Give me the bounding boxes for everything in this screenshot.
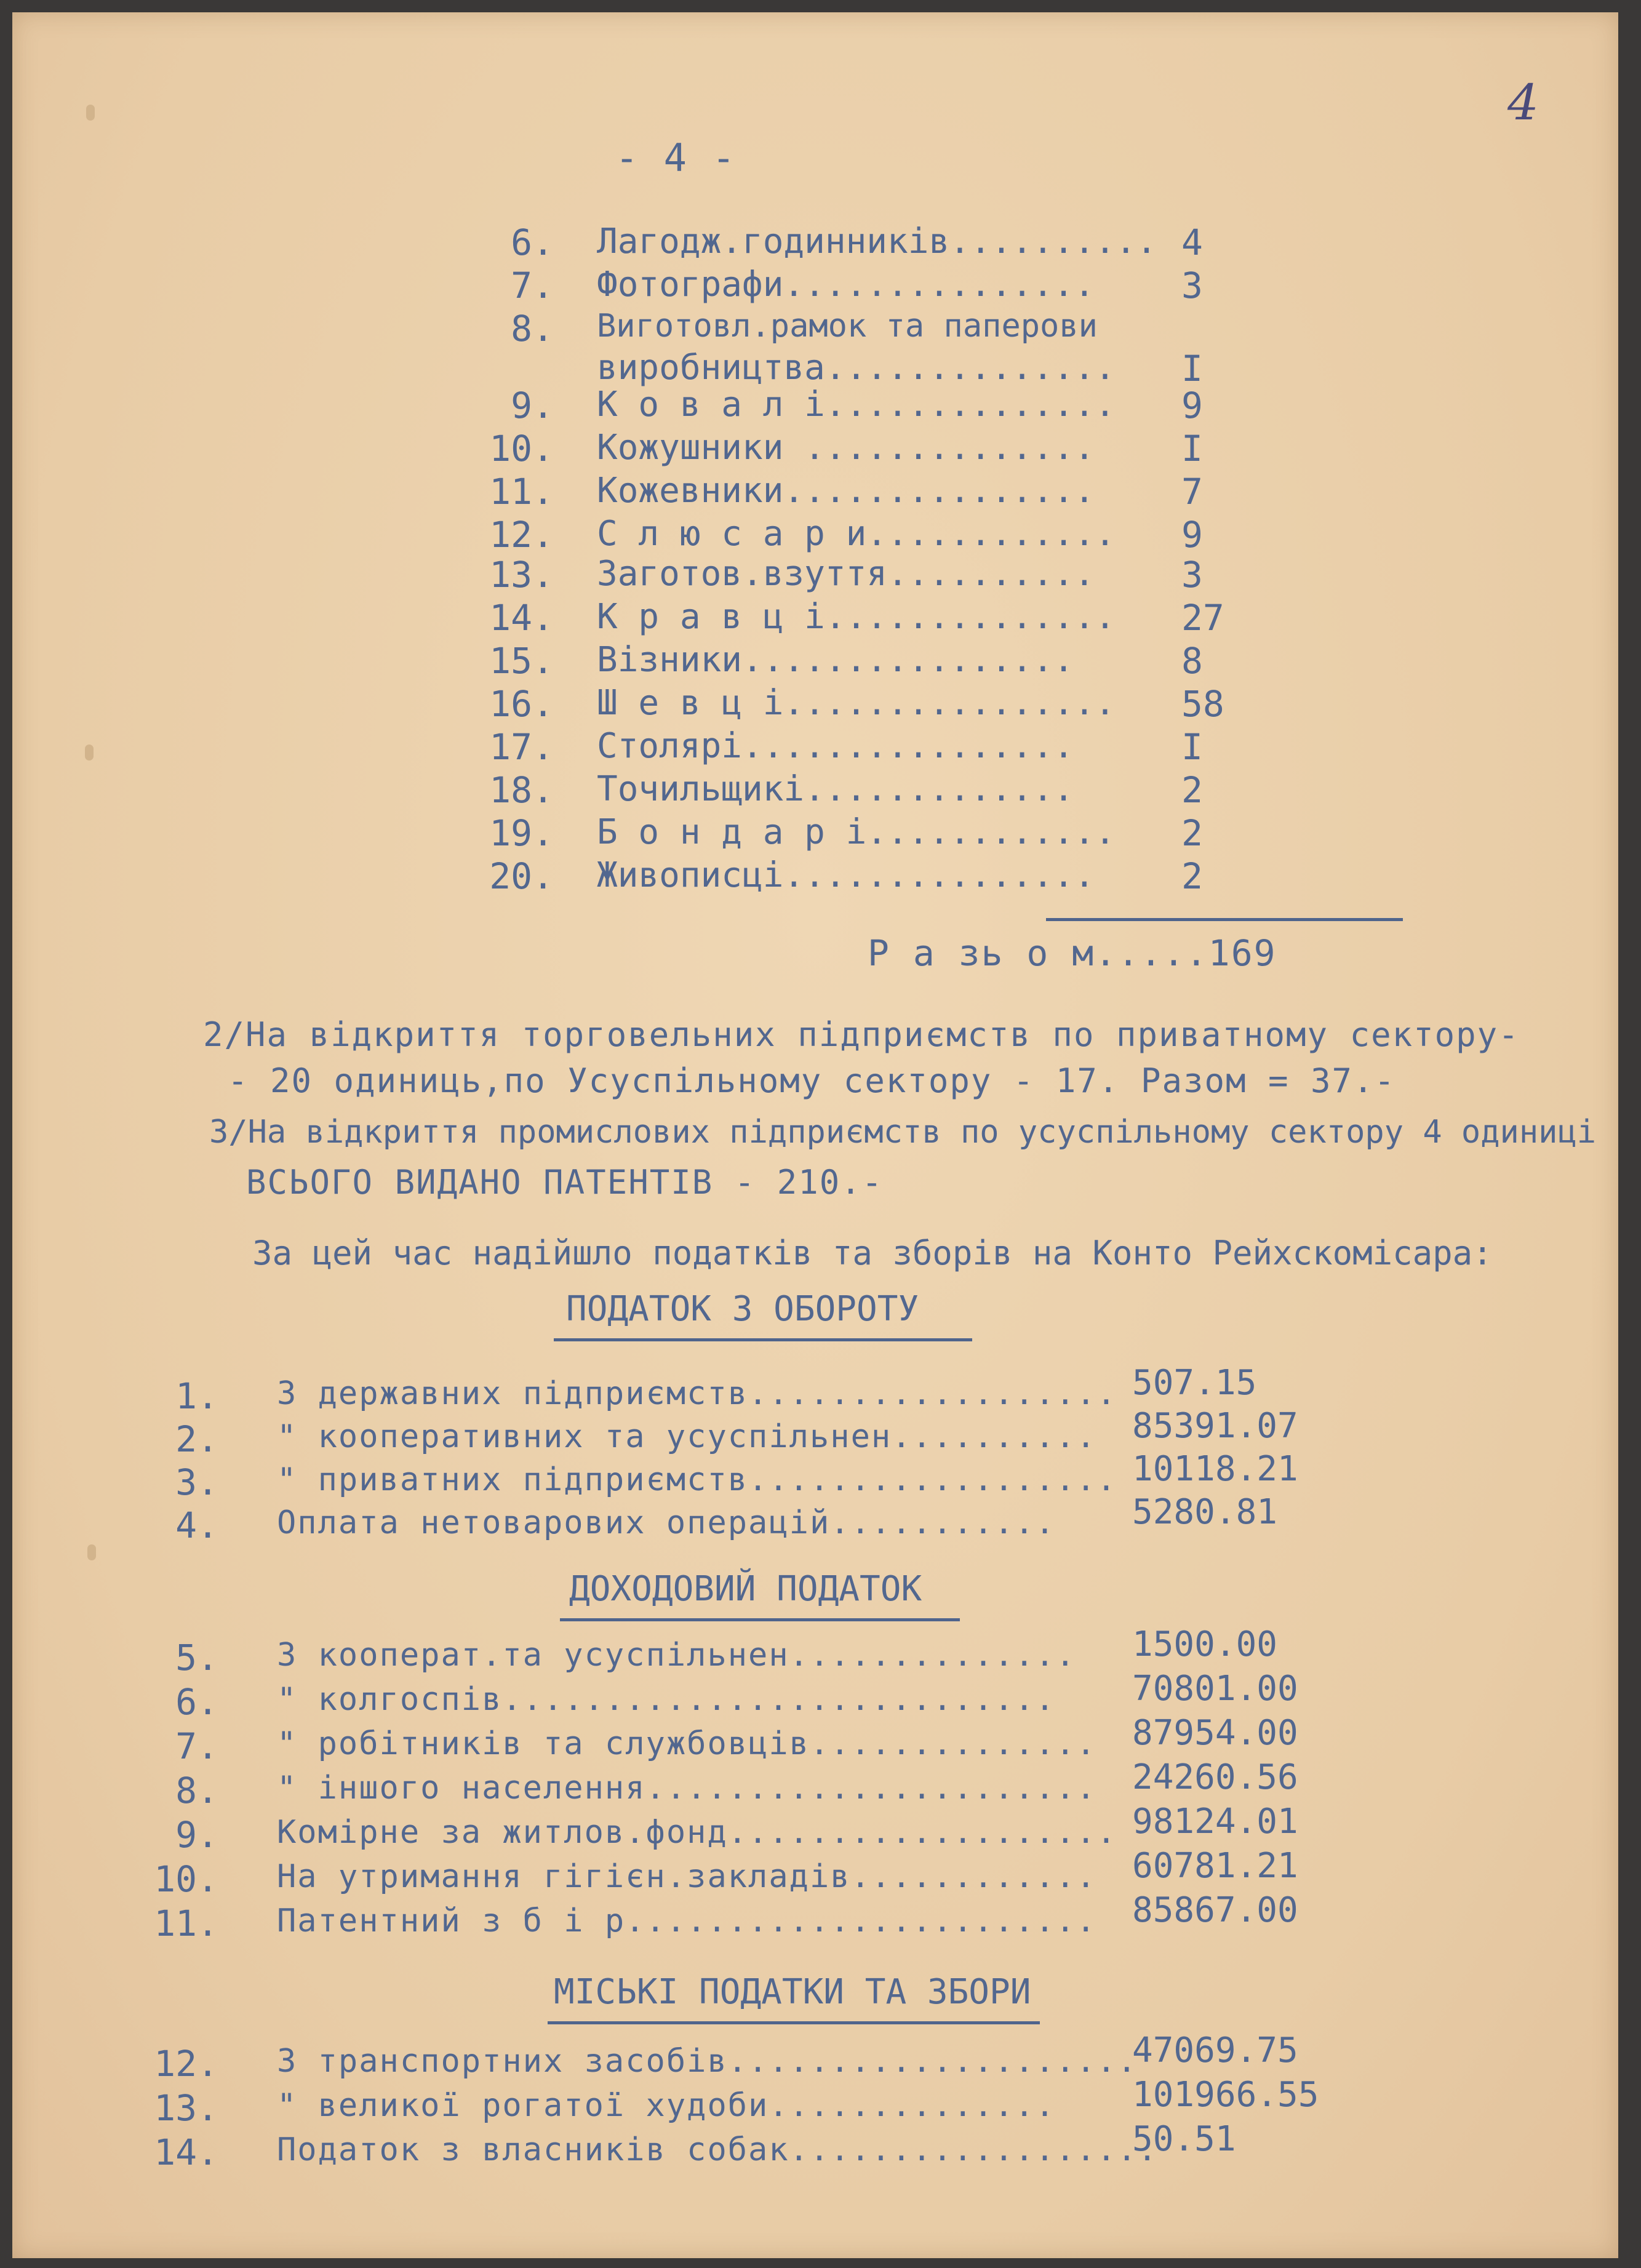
income-tax-name: З кооперат.та усуспільнен.............. — [277, 1637, 1076, 1674]
craft-number: 12. — [489, 514, 554, 556]
craft-name: виробництва.............. — [597, 348, 1116, 388]
craft-count: 9 — [1181, 385, 1203, 426]
punch-hole — [85, 745, 94, 761]
craft-count: 9 — [1181, 514, 1203, 556]
income-tax-number: 11. — [154, 1903, 218, 1944]
turnover-tax-name: З державних підприємств.................. — [277, 1375, 1117, 1412]
craft-name: Б о н д а р і............ — [597, 812, 1116, 852]
punch-hole — [87, 1544, 96, 1560]
craft-name: К р а в ц і.............. — [597, 597, 1116, 637]
paragraph-2-line-2: - 20 одиниць,по Усуспільному сектору - 17. Разом = 37.- — [228, 1061, 1396, 1100]
city-tax-amount: 47069.75 — [1132, 2030, 1298, 2070]
turnover-tax-amount: 10118.21 — [1132, 1449, 1298, 1489]
craft-number: 18. — [489, 769, 554, 811]
turnover-tax-name: " приватних підприємств.................. — [277, 1461, 1117, 1498]
income-tax-name: Патентний з б і р....................... — [277, 1903, 1097, 1939]
craft-count: 3 — [1181, 265, 1203, 306]
city-tax-name: З транспортних засобів.................... — [277, 2043, 1138, 2080]
punch-hole — [86, 105, 95, 121]
income-tax-number: 10. — [154, 1858, 218, 1900]
paragraph-3-line-2: ВСЬОГО ВИДАНО ПАТЕНТІВ - 210.- — [246, 1163, 884, 1202]
craft-number: 14. — [489, 597, 554, 639]
turnover-tax-number: 4. — [175, 1504, 218, 1546]
income-tax-amount: 98124.01 — [1132, 1802, 1298, 1842]
city-tax-name: Податок з власників собак.................. — [277, 2131, 1159, 2168]
craft-number: 19. — [489, 812, 554, 854]
craft-name: С л ю с а р и............ — [597, 514, 1116, 554]
section-1-title: ПОДАТОК З ОБОРОТУ — [566, 1289, 919, 1329]
craft-number: 7. — [511, 265, 554, 306]
craft-count: 3 — [1181, 554, 1203, 596]
craft-count: 2 — [1181, 769, 1203, 811]
craft-name: Точильщикі............. — [597, 769, 1074, 809]
income-tax-name: " колгоспів........................... — [277, 1681, 1056, 1718]
income-tax-name: Комірне за житлов.фонд................... — [277, 1814, 1117, 1851]
craft-number: 9. — [511, 385, 554, 426]
document-page — [12, 12, 1618, 2258]
crafts-total: Р а зь о м.....169 — [868, 932, 1277, 974]
craft-number: 6. — [511, 222, 554, 263]
craft-name: Лагодж.годинників.......... — [597, 222, 1157, 262]
craft-count: I — [1181, 428, 1203, 469]
income-tax-name: " іншого населення...................... — [277, 1770, 1097, 1807]
craft-name: К о в а л і.............. — [597, 385, 1116, 425]
income-tax-amount: 70801.00 — [1132, 1669, 1298, 1709]
city-tax-number: 13. — [154, 2087, 218, 2129]
income-tax-amount: 87954.00 — [1132, 1713, 1298, 1753]
income-tax-name: На утримання гігієн.закладів............ — [277, 1858, 1097, 1895]
craft-name: Виготовл.рамок та паперови — [597, 308, 1098, 345]
income-tax-number: 7. — [175, 1725, 218, 1767]
craft-count: 8 — [1181, 640, 1203, 682]
turnover-tax-number: 1. — [175, 1375, 218, 1417]
turnover-tax-amount: 85391.07 — [1132, 1406, 1298, 1446]
income-tax-number: 6. — [175, 1681, 218, 1723]
craft-count: I — [1181, 726, 1203, 768]
income-tax-amount: 85867.00 — [1132, 1890, 1298, 1930]
income-tax-number: 5. — [175, 1637, 218, 1679]
craft-count: 58 — [1181, 683, 1224, 725]
city-tax-amount: 50.51 — [1132, 2119, 1236, 2159]
craft-name: Живописці............... — [597, 855, 1095, 895]
turnover-tax-number: 2. — [175, 1418, 218, 1460]
craft-name: Ш е в ц і................ — [597, 683, 1116, 723]
income-tax-amount: 1500.00 — [1132, 1624, 1278, 1664]
craft-name: Фотографи............... — [597, 265, 1095, 305]
turnover-tax-name: " кооперативних та усуспільнен.......... — [277, 1418, 1097, 1455]
craft-name: Візники................ — [597, 640, 1074, 680]
craft-name: Заготов.взуття.......... — [597, 554, 1095, 594]
craft-name: Кожевники............... — [597, 471, 1095, 511]
turnover-tax-number: 3. — [175, 1461, 218, 1503]
craft-number: 13. — [489, 554, 554, 596]
craft-count: 2 — [1181, 812, 1203, 854]
paragraph-3-line-1: 3/На відкриття промислових підприємств по усуспільному сектору 4 одиниці — [209, 1114, 1597, 1151]
craft-number: 17. — [489, 726, 554, 768]
section-3-title: МІСЬКІ ПОДАТКИ ТА ЗБОРИ — [554, 1972, 1031, 2012]
city-tax-amount: 101966.55 — [1132, 2075, 1319, 2115]
turnover-tax-amount: 5280.81 — [1132, 1492, 1278, 1532]
tax-intro: За цей час надійшло податків та зборів на Конто Рейхскомісара: — [252, 1234, 1493, 1272]
paragraph-2-line-1: 2/На відкриття торговельних підприємств по приватному сектору- — [203, 1015, 1520, 1054]
section-3-underline — [548, 2021, 1040, 2024]
income-tax-number: 8. — [175, 1770, 218, 1811]
craft-name: Столярі................ — [597, 726, 1074, 766]
craft-number: 16. — [489, 683, 554, 725]
city-tax-number: 14. — [154, 2131, 218, 2173]
craft-number: 10. — [489, 428, 554, 469]
city-tax-name: " великої рогатої худоби.............. — [277, 2087, 1056, 2124]
craft-count: 2 — [1181, 855, 1203, 897]
craft-count: I — [1181, 348, 1203, 389]
section-1-underline — [554, 1338, 972, 1341]
craft-name: Кожушники .............. — [597, 428, 1095, 468]
city-tax-number: 12. — [154, 2043, 218, 2085]
craft-number: 20. — [489, 855, 554, 897]
craft-number: 15. — [489, 640, 554, 682]
income-tax-name: " робітників та службовців.............. — [277, 1725, 1097, 1762]
section-2-title: ДОХОДОВИЙ ПОДАТОК — [569, 1569, 922, 1609]
income-tax-amount: 60781.21 — [1132, 1846, 1298, 1886]
income-tax-amount: 24260.56 — [1132, 1757, 1298, 1797]
turnover-tax-name: Оплата нетоварових операцій........... — [277, 1504, 1056, 1541]
section-2-underline — [560, 1618, 960, 1621]
craft-number: 8. — [511, 308, 554, 349]
craft-count: 7 — [1181, 471, 1203, 513]
handwritten-page-number: 4 — [1507, 74, 1539, 131]
craft-number: 11. — [489, 471, 554, 513]
income-tax-number: 9. — [175, 1814, 218, 1856]
craft-count: 27 — [1181, 597, 1224, 639]
turnover-tax-amount: 507.15 — [1132, 1363, 1257, 1403]
craft-count: 4 — [1181, 222, 1203, 263]
total-underline — [1046, 918, 1403, 921]
typed-page-number: - 4 - — [615, 135, 737, 180]
